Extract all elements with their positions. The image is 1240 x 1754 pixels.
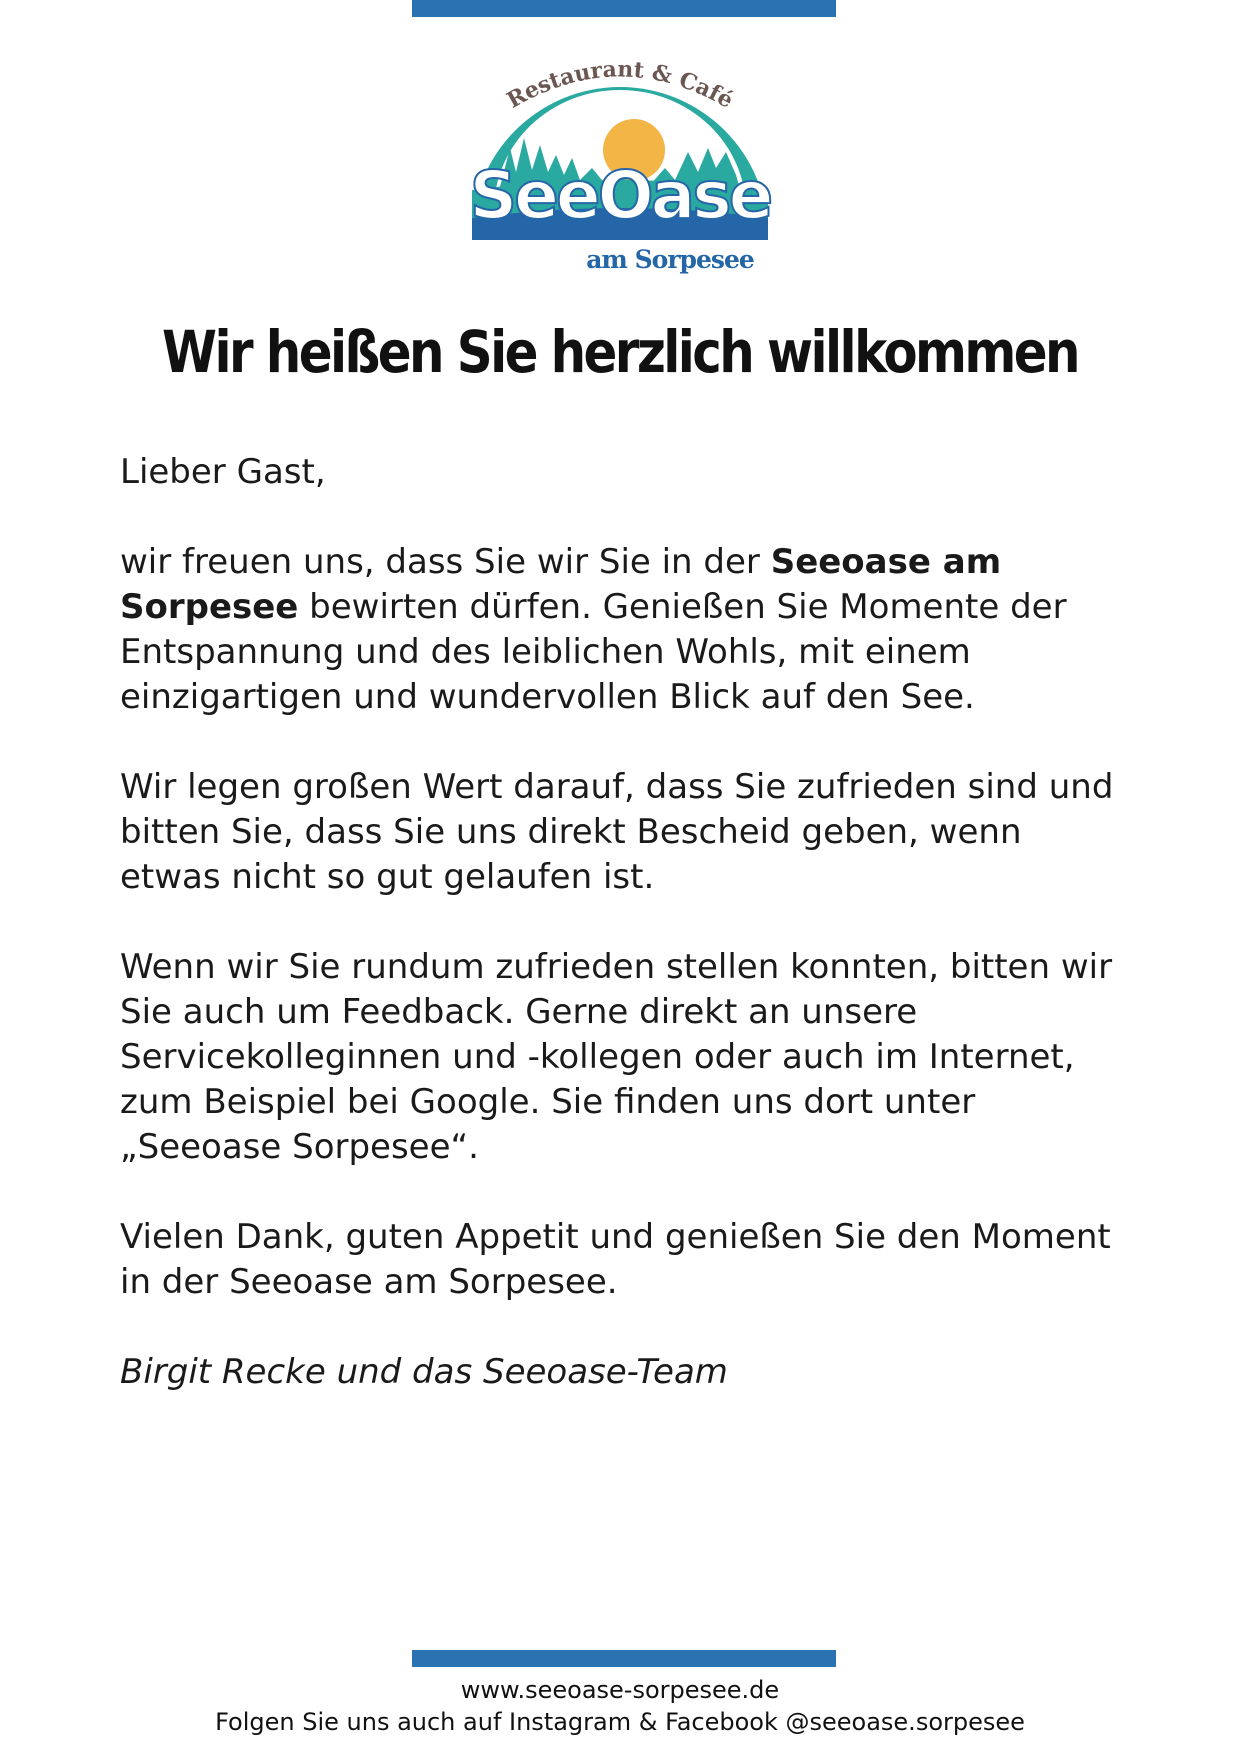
top-accent-bar	[412, 0, 836, 17]
signature: Birgit Recke und das Seeoase-Team	[120, 1352, 728, 1392]
paragraph-feedback: Wenn wir Sie rundum zufrieden stellen konnten, bitten wir Sie auch um Feedback. Gerne direkt an unsere Servicekolleginnen und -kollegen oder auch im Internet, zum Beispiel bei Google. Sie finden uns dort unter „Seeoase Sorpesee“.	[120, 947, 1113, 1167]
page-title: Wir heißen Sie herzlich willkommen	[162, 318, 1078, 386]
seeoase-logo-graphic	[460, 40, 780, 275]
salutation: Lieber Gast,	[120, 452, 326, 492]
paragraph-satisfaction: Wir legen großen Wert darauf, dass Sie zufrieden sind und bitten Sie, dass Sie uns direkt Bescheid geben, wenn etwas nicht so gut gelaufen ist.	[120, 767, 1114, 897]
restaurant-logo	[460, 40, 780, 275]
paragraph-intro	[120, 540, 1130, 720]
website-link[interactable]: www.seeoase-sorpesee.de	[460, 1676, 780, 1704]
footer	[0, 1674, 1240, 1738]
paragraph-intro-start: wir freuen uns, dass Sie wir Sie in der	[120, 542, 771, 582]
paragraph-intro-end: bewirten dürfen. Genießen Sie Momente der Entspannung und des leiblichen Wohls, mit einem einzigartigen und wundervollen Blick auf den See.	[120, 587, 1067, 717]
welcome-letter	[120, 450, 1130, 1395]
restaurant-name-highlight: Seeoase am Sorpesee	[120, 542, 1002, 627]
logo-name: SeeOase	[469, 157, 771, 234]
logo-subtitle: am Sorpesee	[586, 245, 754, 274]
logo-tagline: Restaurant & Café	[502, 56, 738, 114]
paragraph-thanks: Vielen Dank, guten Appetit und genießen Sie den Moment in der Seeoase am Sorpesee.	[120, 1217, 1111, 1302]
bottom-accent-bar	[412, 1650, 836, 1667]
social-media-note: Folgen Sie uns auch auf Instagram & Facebook @seeoase.sorpesee	[215, 1708, 1025, 1736]
